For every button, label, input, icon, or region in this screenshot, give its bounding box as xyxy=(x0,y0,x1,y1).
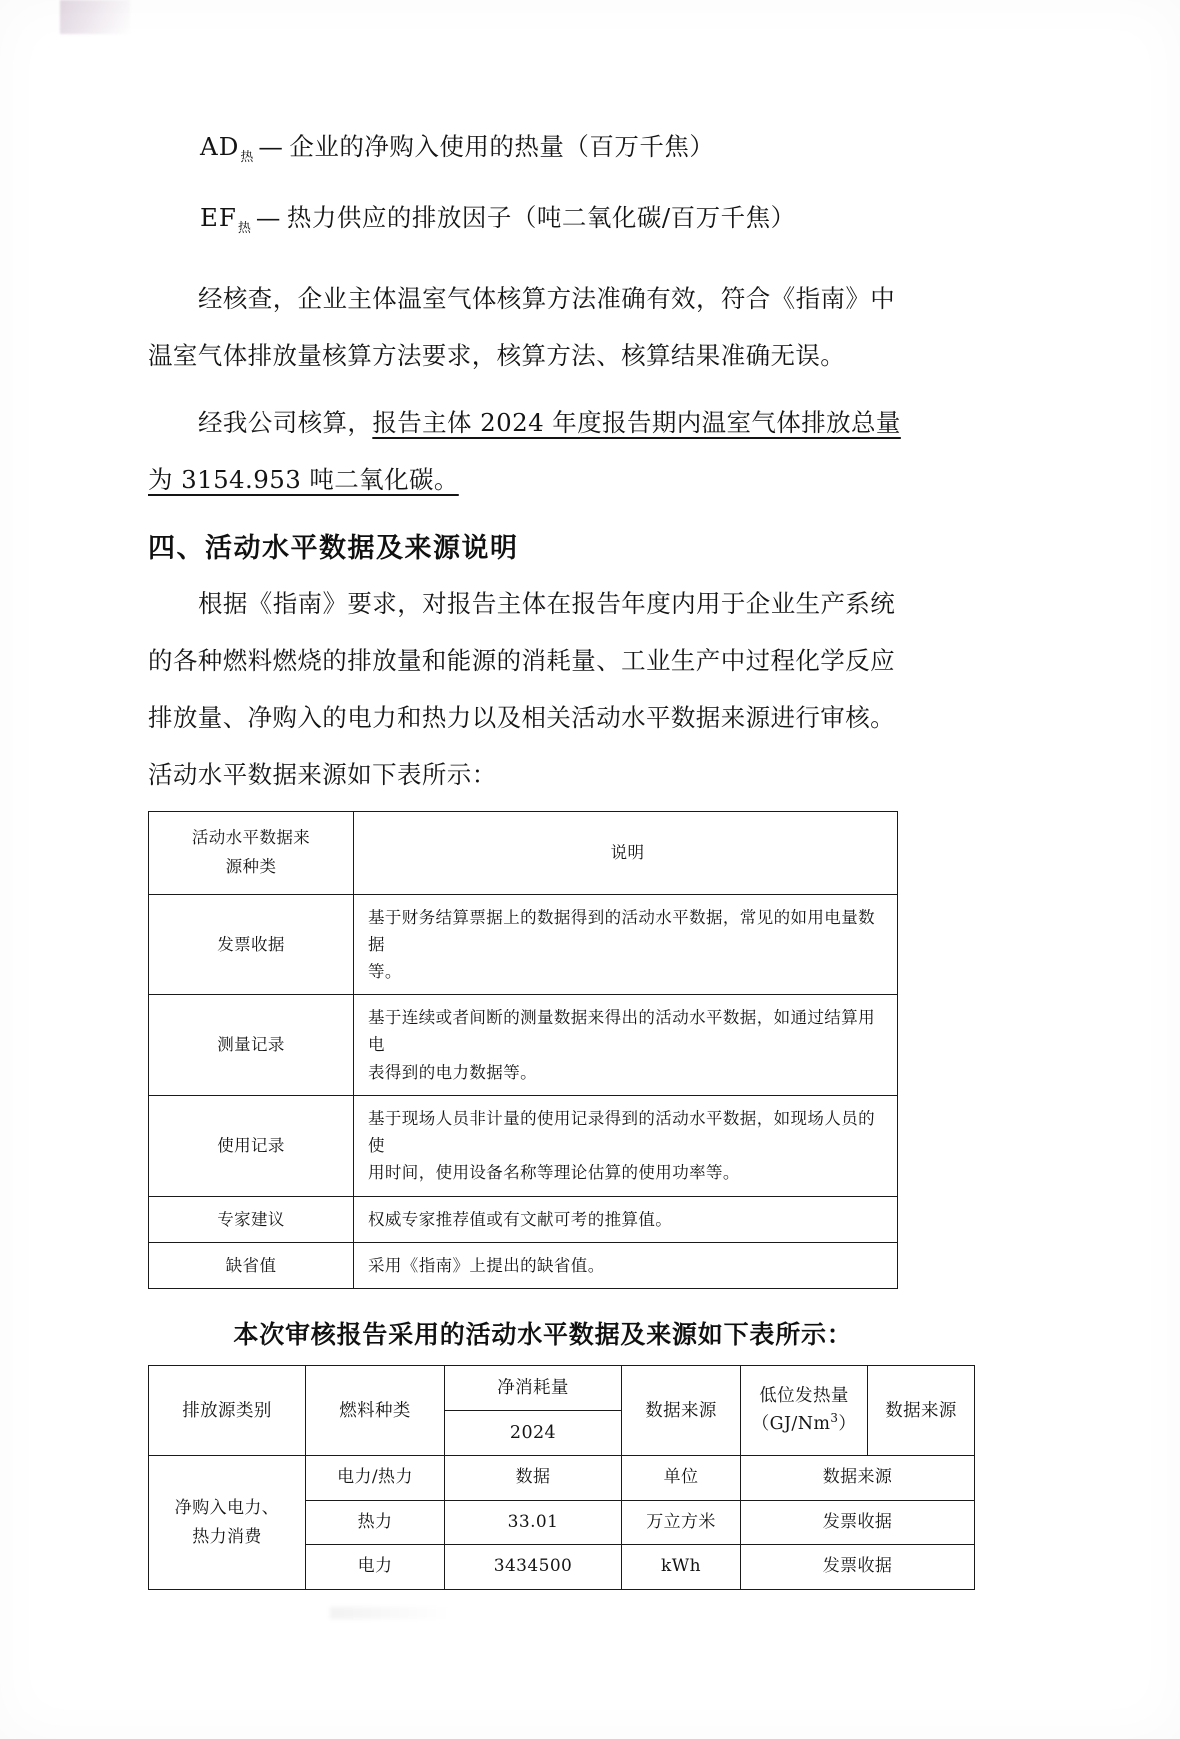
cell-unit-electricity: kWh xyxy=(622,1545,741,1590)
cell-data-source-placeholder: 数据来源 xyxy=(741,1456,975,1501)
cell-fuel-heat: 热力 xyxy=(306,1500,445,1545)
formula-symbol-ef: EF xyxy=(200,202,237,232)
header-source-type: 排放源类别 xyxy=(149,1365,306,1456)
header-net-consumption: 净消耗量 xyxy=(445,1365,622,1410)
lead-in-table-activity: 本次审核报告采用的活动水平数据及来源如下表所示： xyxy=(233,1319,853,1349)
table-row xyxy=(149,1456,975,1501)
header-data-source-1: 数据来源 xyxy=(622,1365,741,1456)
paragraph-verification xyxy=(148,270,908,384)
cell-kind-usage: 使用记录 xyxy=(149,1095,354,1196)
formula-legend-line-1 xyxy=(200,128,908,165)
formula-text-2: 热力供应的排放因子（吨二氧化碳/百万千焦） xyxy=(286,202,796,232)
cell-desc-invoice xyxy=(354,894,898,995)
desc-measurement-line-2: 表得到的电力数据等。 xyxy=(368,1062,537,1082)
formula-subscript-ef: 热 xyxy=(237,220,251,236)
cell-kind-expert: 专家建议 xyxy=(149,1196,354,1242)
cell-net-consumption-heat: 33.01 xyxy=(445,1500,622,1545)
desc-invoice-line-1: 基于财务结算票据上的数据得到的活动水平数据，常见的如用电量数据 xyxy=(368,907,875,954)
cell-desc-expert: 权威专家推荐值或有文献可考的推算值。 xyxy=(354,1196,898,1242)
table-row xyxy=(149,894,898,995)
scope-line-3: 排放量、净购入的电力和热力以及相关活动水平数据来源进行审核。 xyxy=(148,702,895,732)
header-cell-description: 说明 xyxy=(354,811,898,894)
table-row xyxy=(149,995,898,1096)
scope-line-1: 根据《指南》要求，对报告主体在报告年度内用于企业生产系统 xyxy=(198,588,896,618)
cell-group-purchased-power-heat xyxy=(149,1456,306,1590)
cell-kind-measurement: 测量记录 xyxy=(149,995,354,1096)
cell-desc-measurement xyxy=(354,995,898,1096)
scan-artifact-bottom xyxy=(330,1607,450,1619)
cell-kind-default: 缺省值 xyxy=(149,1242,354,1288)
lhv-unit-prefix: （GJ/Nm xyxy=(751,1413,831,1434)
total-underlined-1: 报告主体 2024 年度报告期内温室气体排放总量 xyxy=(372,407,901,437)
verification-line-1: 经核查，企业主体温室气体核算方法准确有效，符合《指南》中 xyxy=(198,283,896,313)
cell-data-source-heat: 发票收据 xyxy=(741,1500,975,1545)
page-content xyxy=(148,128,957,1590)
table-row xyxy=(149,1196,898,1242)
cell-net-consumption-electricity: 3434500 xyxy=(445,1545,622,1590)
lead-in-table-sources: 活动水平数据来源如下表所示： xyxy=(148,759,497,789)
table-adopted-activity-data xyxy=(148,1365,975,1590)
header-net-consumption-year: 2024 xyxy=(445,1411,622,1456)
formula-legend-line-2 xyxy=(200,199,908,236)
header-data-source-2: 数据来源 xyxy=(868,1365,975,1456)
desc-invoice-line-2: 等。 xyxy=(368,961,402,981)
header-cell-kind xyxy=(149,811,354,894)
cell-data-source-electricity: 发票收据 xyxy=(741,1545,975,1590)
total-line-2 xyxy=(148,451,908,508)
header-fuel-type: 燃料种类 xyxy=(306,1365,445,1456)
scope-line-2: 的各种燃料燃烧的排放量和能源的消耗量、工业生产中过程化学反应 xyxy=(148,645,895,675)
formula-text-1: 企业的净购入使用的热量（百万千焦） xyxy=(289,132,715,161)
lhv-label: 低位发热量 xyxy=(759,1386,849,1407)
cell-net-consumption-placeholder: 数据 xyxy=(445,1456,622,1501)
total-underlined-2: 为 3154.953 吨二氧化碳。 xyxy=(148,464,459,494)
total-line-1 xyxy=(148,394,908,451)
lhv-unit-suffix: ） xyxy=(838,1413,857,1434)
scan-artifact-top-left xyxy=(60,0,130,34)
table-activity-data-sources xyxy=(148,811,898,1289)
cell-unit-placeholder: 单位 xyxy=(622,1456,741,1501)
header-kind-line-2: 源种类 xyxy=(225,856,277,876)
cell-desc-usage xyxy=(354,1095,898,1196)
cell-fuel-electricity-heat: 电力/热力 xyxy=(306,1456,445,1501)
table-header-row-top xyxy=(149,1365,975,1410)
table-row xyxy=(149,1095,898,1196)
section-heading-four: 四、活动水平数据及来源说明 xyxy=(148,532,519,564)
cell-fuel-electricity: 电力 xyxy=(306,1545,445,1590)
table-header-row xyxy=(149,811,898,894)
formula-subscript-ad: 热 xyxy=(240,149,254,165)
desc-measurement-line-1: 基于连续或者间断的测量数据来得出的活动水平数据，如通过结算用电 xyxy=(368,1008,875,1055)
cell-desc-default: 采用《指南》上提出的缺省值。 xyxy=(354,1242,898,1288)
group-label-line-2: 热力消费 xyxy=(192,1526,262,1547)
formula-symbol-ad: AD xyxy=(200,132,240,161)
table-row xyxy=(149,1242,898,1288)
paragraph-scope xyxy=(148,575,908,746)
group-label-line-1: 净购入电力、 xyxy=(174,1497,280,1518)
verification-line-2: 温室气体排放量核算方法要求，核算方法、核算结果准确无误。 xyxy=(148,340,846,370)
header-kind-line-1: 活动水平数据来 xyxy=(191,827,311,847)
lhv-unit xyxy=(745,1410,863,1437)
lhv-unit-superscript: 3 xyxy=(830,1410,839,1425)
formula-dash-2: — xyxy=(255,202,281,232)
cell-kind-invoice: 发票收据 xyxy=(149,894,354,995)
header-lower-heating-value xyxy=(741,1365,868,1456)
desc-usage-line-1: 基于现场人员非计量的使用记录得到的活动水平数据，如现场人员的使 xyxy=(368,1108,875,1156)
cell-unit-heat: 万立方米 xyxy=(622,1500,741,1545)
desc-usage-line-2: 用时间，使用设备名称等理论估算的使用功率等。 xyxy=(368,1163,740,1183)
paragraph-total-emissions xyxy=(148,394,908,508)
total-prefix: 经我公司核算， xyxy=(198,407,373,437)
formula-dash-1: — xyxy=(258,132,284,161)
